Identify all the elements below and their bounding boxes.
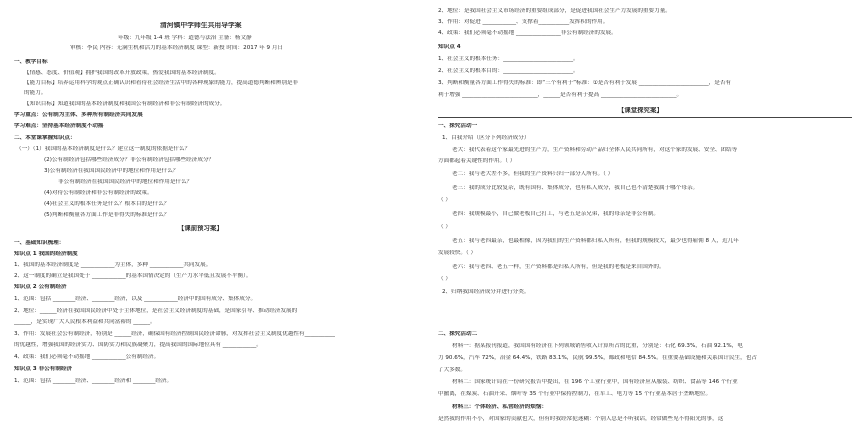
objective-knowledge: 【知识目标】知道我国的基本经济制度和我国公有制经济和非公有制经济的成分。: [24, 101, 226, 107]
brother-5-cont: 发展较快。（ ）: [438, 250, 477, 256]
activity-1-intro: 1、白我介绍（区分下列经济成分）: [442, 135, 530, 141]
kp4-item-3: 3、判断和衡量各方面工作得失的标准：即“三个有利于”标准：①是否有利于发展 _________________________，是否有: [438, 80, 732, 86]
material-1-cont: 力 90.6%，汽车 72%，冶金 64.4%，铁路 83.1%，民航 99.5%，邮政和电信 84.5%。在重要基础设施和关系国计民生，也占: [438, 355, 757, 361]
material-2-cont: 中撤离，在煤炭、石油开采、烟叶等 35 个行业中保持控制力，在军工、电力等 15 个行业基本居于垄断地位。: [438, 391, 712, 397]
kp3-item-1: 1、范围：包括 ________经济、________经济和 ________经济。: [14, 378, 173, 384]
kp2-item-4: 4、政策：我们必须毫不动摇地 ____________公有制经济。: [14, 354, 160, 360]
kp2-item-2b: ______，是实现广大人民根本利益和共同富裕的 ______。: [14, 319, 156, 325]
basic-knowledge-heading: 一、基础知识梳理：: [14, 240, 65, 246]
kp3-item-4: 4、政策：我们必须毫不动摇地 ________________非公有制经济的发展。: [438, 30, 617, 36]
objective-ability: 【能力目标】培养运用科学的观点正确认识和看待社会经济生活中的各种现象的能力，提高道德判断和辨别是非: [24, 80, 299, 86]
key-point: 学习重点：公有制为主体、多种所有制经济共同发展: [14, 112, 143, 118]
brother-3: 老三：我的成分比较复杂，既有国有、集体成分，也有私人成分，我自己也不清楚我属于哪个母亲。: [452, 185, 699, 191]
material-1: 材料一：据某报刊报道，我国国有经济在下列领域销售收入计算所占的比重，分别是：石化 69.3%，石油 92.1%，电: [452, 343, 743, 349]
brother-6: 老六：我与老四、老五一样，生产资料都是归私人所有，但是我的老板是来自国外的。: [452, 264, 665, 270]
difficult-point: 学习难点：坚持基本经济制度不动摇: [14, 123, 104, 129]
section-heading-objectives: 一、教学目标: [14, 59, 48, 65]
right-column: [430, 0, 860, 430]
activity-1-task-2: 2、归纳我国经济成分并进行分类。: [442, 289, 530, 295]
kp4-item-3b: 利于增强 ___________________________，______是否有利于提高 ___________________________。: [438, 92, 683, 98]
meta-line-1: 年级：九年级 1-4 班 学科：道德与法治 主备：杨文静: [118, 35, 252, 41]
section-divider: [438, 117, 852, 118]
kp2-item-1: 1、范围：包括 ________经济、________经济，以及 ____________经济中的国有成分、集体成分。: [14, 296, 257, 302]
activity-1-heading: 一、探究活动一: [438, 123, 478, 129]
question-2: (2)公有制经济包括哪些经济成分？非公有制经济包括哪些经济成分？: [44, 157, 215, 163]
question-5: (4)社会主义的根本任务是什么？根本目的是什么？: [44, 201, 170, 207]
knowledge-point-3: 知识点 3 非公有制经济: [14, 366, 73, 372]
meta-line-2: 审核：李民 内容：无满生机和活力的基本经济制度 课型：新授 时间：2017 年 9 月日: [70, 45, 284, 51]
preview-section-heading: 【课前预习案】: [178, 225, 223, 232]
material-1-cont-2: 了大多数。: [438, 367, 466, 373]
kp1-item-2: 2、这一制度的确立是我国处于 ____________的基本国情决定的（生产力水平低且发展不平衡）。: [14, 273, 252, 279]
knowledge-point-2: 知识点 2 公有制经济: [14, 284, 67, 290]
kp3-item-3: 3、作用：对促进 ____________、支撑着___________发挥积的作用。: [438, 19, 609, 25]
kp4-item-1: 1、社会主义的根本任务：_________________________。: [438, 56, 579, 62]
knowledge-point-4: 知识点 4: [438, 44, 461, 50]
kp1-item-1: 1、我国的基本经济制度是 ____________为主体，多种 ____________共同发展。: [14, 262, 212, 268]
kp2-item-3b: 的优越性，增强我国的经济实力、国防实力和民族凝聚力，提高我国的国际地位具有 ____________。: [14, 342, 262, 348]
kp2-item-3: 3、作用：发展社会公有制经济，特别是 ______经济，确保国有经济控制国民经济命脉，对发挥社会主义制度优越性有___________: [14, 331, 336, 337]
question-3: 3)公有制经济在我国国民经济中的地位和作用是什么？: [44, 168, 179, 174]
brother-3-cont: （ ）: [438, 197, 451, 203]
section-heading-knowledge: 二、本堂课掌握知识点：: [14, 135, 76, 141]
class-section-heading: 【课堂探究案】: [618, 107, 663, 114]
material-2: 材料二：国家统计局在一份研究报告中提出，在 196 个工业行业中，国有经济应从服装、纺织、食品等 146 个行业: [452, 379, 738, 385]
brother-4-cont: （ ）: [438, 224, 451, 230]
material-3-text: 是然我的作用不小，对国家的贡献也大，但有时我经常犯迷糊：个别人总是不听我话，经常做些见不得阳光的事，这: [438, 416, 724, 422]
kp4-item-2: 2、社会主义的根本目的：_________________________。: [438, 68, 579, 74]
kp3-item-2: 2、地位：是我国社会主义市场经济的重要组成部分，是促进我国社会生产力发展的重要力量。: [438, 8, 671, 14]
question-4: (4)对待公有制经济和非公有制经济的政策。: [44, 190, 153, 196]
objective-attitude: 【情感、态度、价值观】拥护我国的改革开放政策，热爱我国的基本经济制度。: [24, 70, 220, 76]
kp2-item-2: 2、地位：______经济在我国国民经济中处于主体地位，是社会主义经济制度的基础，是国家引导、推动经济发展的: [14, 308, 298, 314]
material-3-heading: 材料三：个体经济、私营经济的烦恼：: [452, 404, 548, 410]
brother-2: 老二：我与老大差不多，但我的生产资料只归一部分人所有。（ ）: [452, 171, 614, 177]
knowledge-point-1: 知识点 1 我国的经济制度: [14, 251, 78, 257]
objective-ability-cont: 的能力。: [24, 90, 47, 96]
activity-2-heading: 二、探究活动二: [438, 331, 478, 337]
brother-4: 老四：我规模最小，自己做老板自己打工，与老五是亲兄弟，我的母亲是非公有制。: [452, 211, 659, 217]
question-3b: 非公有制经济在我国国民经济中的地位和作用是什么？: [58, 179, 193, 185]
question-1: （一）（1）我国的基本经济制度是什么？建立这一制度的依据是什么？: [16, 146, 191, 152]
brother-1: 老大：我代表着这个家最先进的生产力，生产资料和劳动产品归全体人民共同所有，对这个家的发展、安全、团结等: [452, 147, 738, 153]
brother-6-cont: （ ）: [438, 276, 451, 282]
question-6: (5)判断和衡量各方面工作是非得失的标准是什么？: [44, 212, 170, 218]
document-title: 清河镇中学师生共用导学案: [160, 22, 242, 29]
brother-1-cont: 方面都起着关键性的作用。（ ）: [438, 158, 516, 164]
brother-5: 老五：我与老四最亲，也最相像，因为我们的生产资料都归私人所有，但我的规模较大，最少也得雇佣 8 人，近几年: [452, 238, 739, 244]
